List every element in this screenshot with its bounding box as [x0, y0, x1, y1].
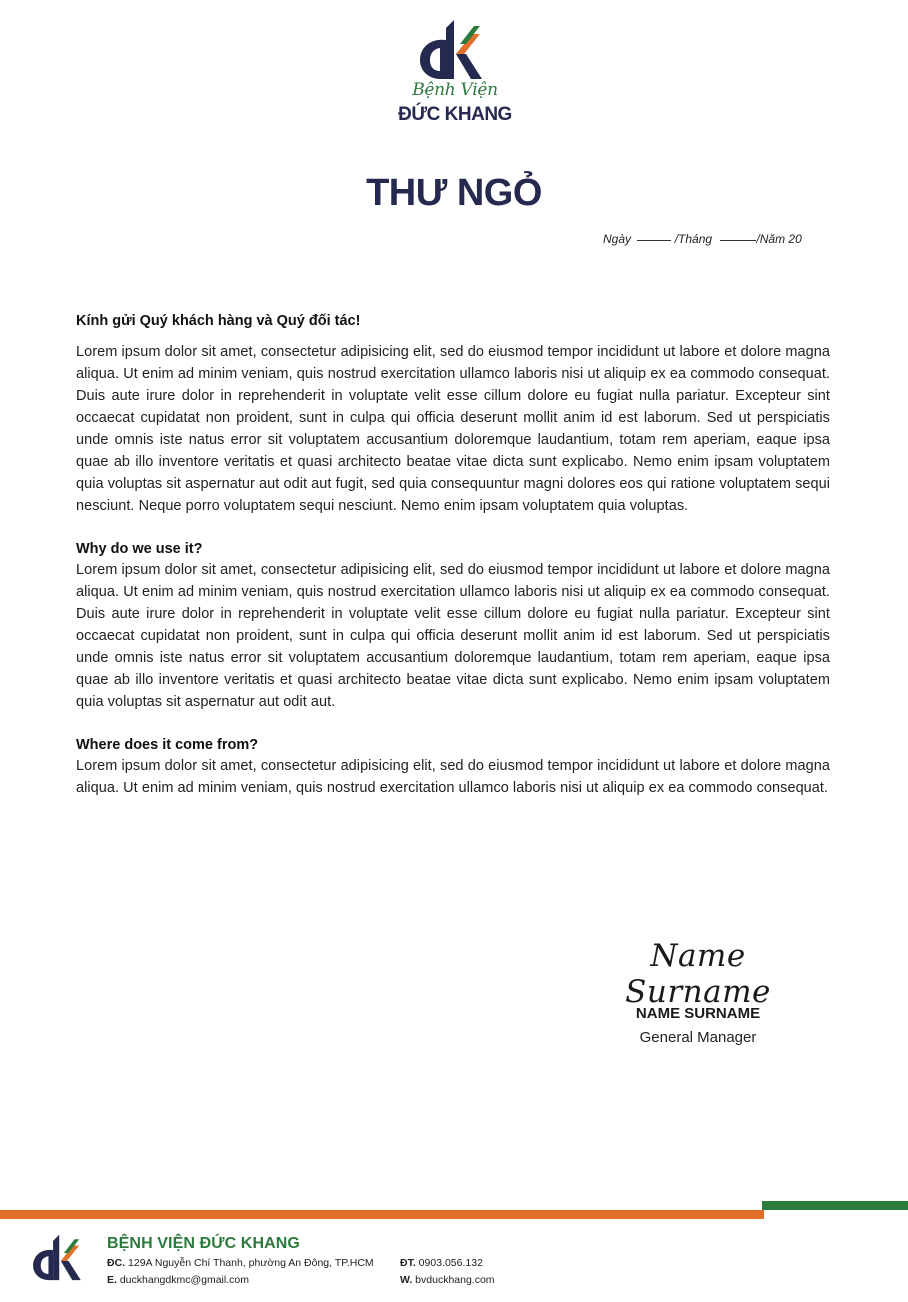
footer-email-label: E. [107, 1274, 117, 1286]
footer-email-value: duckhangdkmc@gmail.com [119, 1274, 249, 1286]
date-line [603, 232, 802, 246]
footer-phone-label: ĐT. [400, 1257, 416, 1269]
dk-logo-icon [30, 1230, 90, 1284]
dk-logo-icon [416, 18, 494, 80]
date-day-label: Ngày [603, 232, 632, 246]
paragraph-1: Lorem ipsum dolor sit amet, consectetur adipisicing elit, sed do eiusmod tempor incididunt ut labore et dolore magna aliqua. Ut enim ad minim veniam, quis nostrud exercitation ullamco laboris nisi ut aliquip ex ea commodo consequat. Duis aute irure dolor in reprehenderit in voluptate velit esse cillum dolore eu fugiat nulla pariatur. Excepteur sint occaecat cupidatat non proident, sunt in culpa qui officia deserunt mollit anim id est laborum. Sed ut perspiciatis unde omnis iste natus error sit voluptatem accusantium doloremque laudantium, totam rem aperiam, eaque ipsa quae ab illo inventore veritatis et quasi architecto beatae vitae dicta sunt explicabo. Nemo enim ipsam voluptatem quia voluptas sit aspernatur aut odit aut fugit, sed quia consequuntur magni dolores eos qui ratione voluptatem sequi nesciunt. Neque porro voluptatem sequi nesciunt. Nemo enim ipsam voluptatem quia voluptas. [76, 344, 830, 514]
footer-orange-bar [0, 1210, 764, 1219]
paragraph-2: Lorem ipsum dolor sit amet, consectetur adipisicing elit, sed do eiusmod tempor incididunt ut labore et dolore magna aliqua. Ut enim ad minim veniam, quis nostrud exercitation ullamco laboris nisi ut aliquip ex ea commodo consequat. Duis aute irure dolor in reprehenderit in voluptate velit esse cillum dolore eu fugiat nulla pariatur. Excepteur sint occaecat cupidatat non proident, sunt in culpa qui officia deserunt mollit anim id est laborum. Sed ut perspiciatis unde omnis iste natus error sit voluptatem accusantium doloremque laudantium, totam rem aperiam, eaque ipsa quae ab illo inventore veritatis et quasi architecto beatae vitae dicta sunt explicabo. Nemo enim ipsam voluptatem quia voluptas sit aspernatur aut odit aut. [76, 562, 830, 710]
letter-body [76, 311, 830, 799]
footer-address-value: 129A Nguyễn Chí Thanh, phường An Đông, TP.HCM [128, 1257, 374, 1269]
footer-org-name: BỆNH VIỆN ĐỨC KHANG [107, 1235, 300, 1252]
footer-web-label: W. [400, 1274, 413, 1286]
section-heading-why: Why do we use it? [76, 541, 203, 557]
section-heading-where: Where does it come from? [76, 737, 259, 753]
footer-green-bar [762, 1201, 908, 1210]
footer-address [107, 1257, 374, 1269]
footer-phone-value: 0903.056.132 [418, 1257, 483, 1269]
paragraph-3: Lorem ipsum dolor sit amet, consectetur adipisicing elit, sed do eiusmod tempor incididunt ut labore et dolore magna aliqua. Ut enim ad minim veniam, quis nostrud exercitation ullamco laboris nisi ut aliquip ex ea commodo consequat. [76, 758, 830, 796]
logo-brand-name: ĐỨC KHANG [398, 104, 512, 125]
footer-web-value: bvduckhang.com [415, 1274, 495, 1286]
date-month-blank [720, 240, 756, 241]
footer-email [107, 1274, 249, 1286]
footer-phone [400, 1257, 483, 1269]
date-month-label: /Tháng [674, 232, 713, 246]
header-logo [380, 18, 530, 128]
greeting: Kính gửi Quý khách hàng và Quý đối tác! [76, 313, 361, 329]
footer-logo [30, 1230, 90, 1289]
footer-website [400, 1274, 495, 1286]
handwritten-signature: Name Surname [625, 938, 771, 1010]
date-day-blank [637, 240, 671, 241]
footer-address-label: ĐC. [107, 1257, 126, 1269]
signer-title: General Manager [639, 1029, 757, 1046]
date-year-label: /Năm 20 [756, 232, 802, 246]
letter-title: THƯ NGỎ [366, 172, 542, 214]
logo-script-text: Bệnh Viện [412, 80, 498, 100]
signer-name: NAME SURNAME [635, 1005, 761, 1022]
